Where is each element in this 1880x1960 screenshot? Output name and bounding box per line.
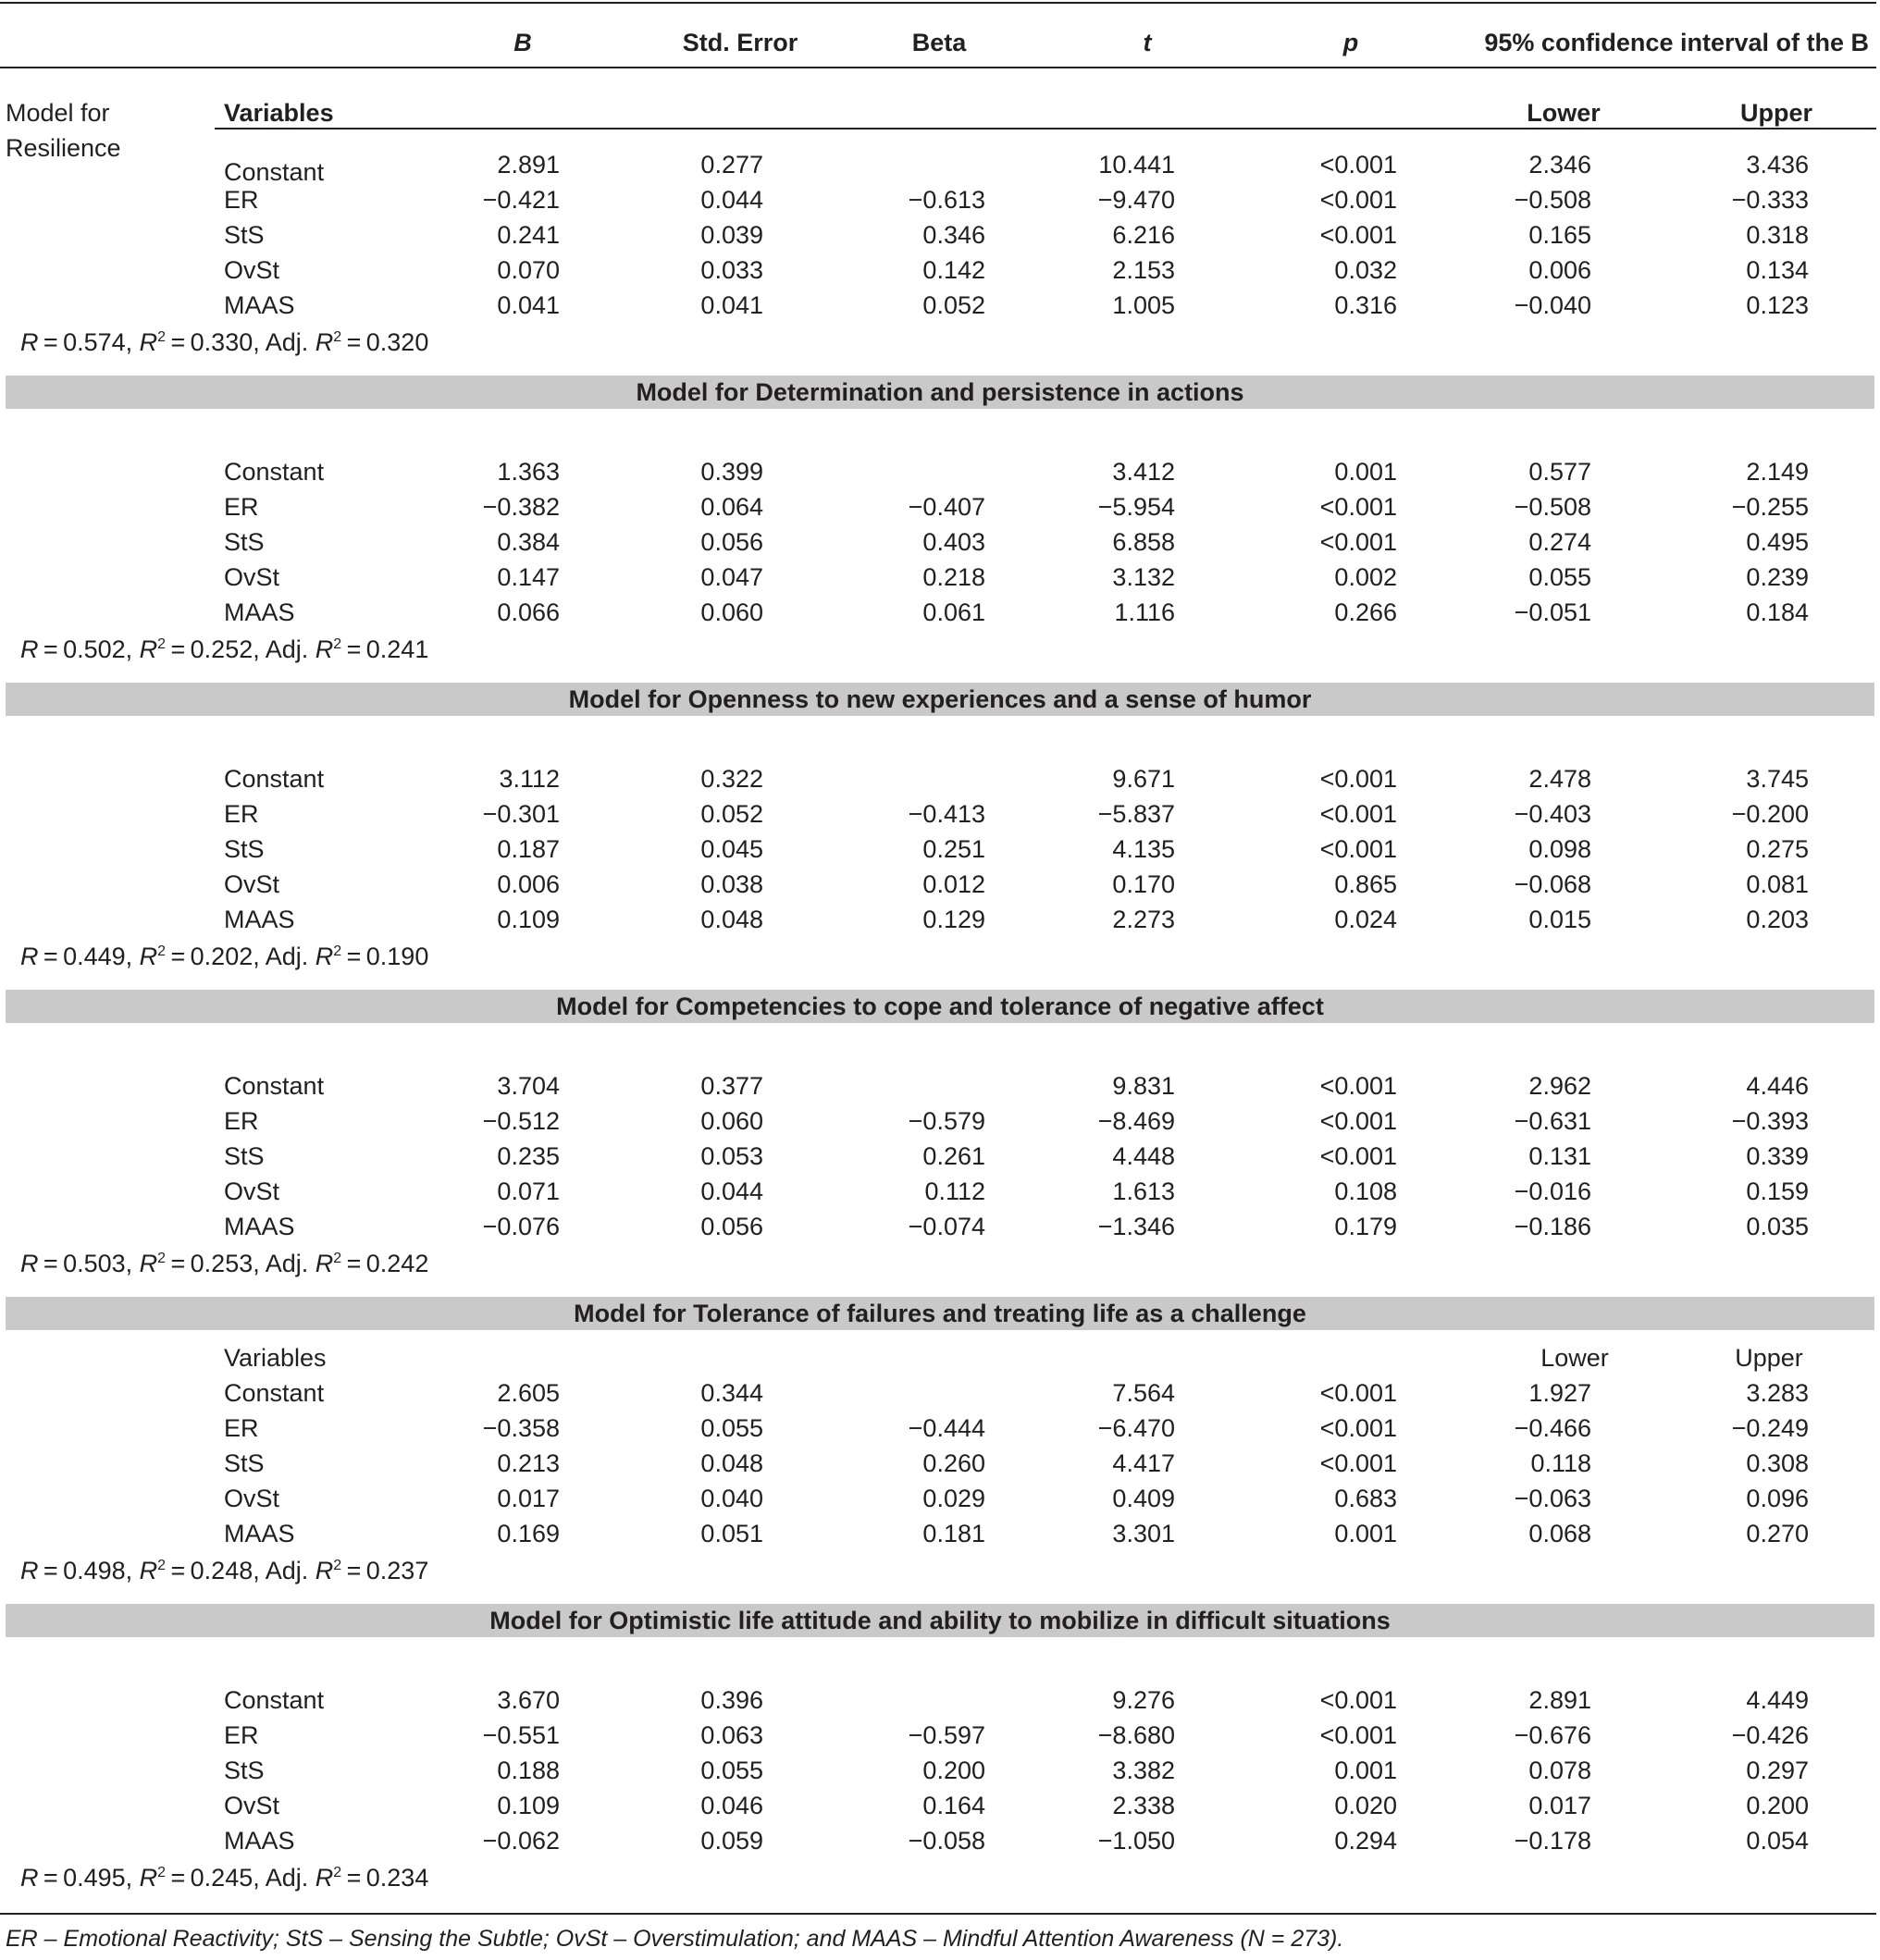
header-B: B (513, 29, 532, 56)
cell-lower: −0.178 (1514, 1827, 1591, 1855)
cell-b: 2.891 (497, 151, 560, 179)
model1-label-line2: Resilience (6, 134, 121, 162)
cell-t: −5.837 (1097, 800, 1175, 828)
cell-std-error: 0.377 (700, 1072, 763, 1100)
cell-t: 3.382 (1112, 1757, 1175, 1784)
cell-upper: 3.436 (1746, 151, 1809, 179)
cell-p: <0.001 (1319, 1449, 1397, 1477)
cell-b: 3.112 (499, 765, 560, 793)
model2-title: Model for Determination and persistence in actions (636, 378, 1244, 406)
cell-std-error: 0.399 (700, 458, 763, 486)
cell-std-error: 0.038 (700, 870, 763, 898)
cell-std-error: 0.055 (700, 1757, 763, 1784)
cell-variable: Constant (224, 458, 325, 486)
cell-upper: 0.239 (1746, 563, 1809, 591)
cell-lower: 1.927 (1528, 1379, 1591, 1407)
cell-std-error: 0.277 (700, 151, 763, 179)
cell-std-error: 0.052 (700, 800, 763, 828)
cell-beta: 0.218 (922, 563, 985, 591)
cell-t: −9.470 (1097, 186, 1175, 214)
cell-p: <0.001 (1319, 765, 1397, 793)
header-beta: Beta (911, 29, 967, 56)
cell-p: <0.001 (1319, 1379, 1397, 1407)
cell-variable: Constant (224, 1686, 325, 1714)
cell-t: 2.153 (1112, 256, 1175, 284)
cell-std-error: 0.344 (700, 1379, 763, 1407)
cell-variable: MAAS (224, 906, 295, 933)
stat-adj-r2: 0.234 (365, 1864, 429, 1892)
stat-r: 0.503 (63, 1250, 126, 1277)
cell-b: 0.235 (497, 1142, 560, 1170)
cell-b: −0.358 (482, 1414, 560, 1442)
cell-b: 0.213 (497, 1449, 560, 1477)
cell-beta: −0.613 (908, 186, 985, 214)
cell-std-error: 0.047 (700, 563, 763, 591)
cell-beta: 0.346 (922, 221, 985, 249)
cell-lower: 0.131 (1528, 1142, 1591, 1170)
cell-std-error: 0.039 (700, 221, 763, 249)
cell-beta: −0.407 (908, 493, 985, 521)
cell-std-error: 0.053 (700, 1142, 763, 1170)
cell-beta: 0.261 (922, 1142, 985, 1170)
cell-lower: 0.098 (1528, 835, 1591, 863)
cell-std-error: 0.056 (700, 528, 763, 556)
model-fit-stats: R = 0.503, $R^2 = 0.253$, Adj. $R^2 = 0.242$ (20, 1250, 429, 1277)
cell-upper: −0.200 (1731, 800, 1809, 828)
cell-lower: 0.577 (1528, 458, 1591, 486)
model1-variables-label: Variables (224, 99, 334, 127)
cell-t: −1.050 (1097, 1827, 1175, 1855)
cell-beta: 0.200 (922, 1757, 985, 1784)
cell-b: 0.188 (497, 1757, 560, 1784)
stat-r2: 0.248 (190, 1557, 254, 1584)
cell-t: 4.135 (1112, 835, 1175, 863)
cell-lower: −0.063 (1514, 1485, 1591, 1512)
cell-lower: 0.015 (1528, 906, 1591, 933)
cell-lower: 0.274 (1528, 528, 1591, 556)
cell-lower: 0.017 (1528, 1792, 1591, 1819)
cell-lower: −0.631 (1514, 1107, 1591, 1135)
model2-title-band (6, 376, 1874, 409)
cell-variable: OvSt (224, 1792, 280, 1819)
cell-variable: OvSt (224, 1485, 280, 1512)
cell-std-error: 0.055 (700, 1414, 763, 1442)
stat-r: 0.498 (63, 1557, 126, 1584)
cell-t: 3.412 (1112, 458, 1175, 486)
cell-variable: MAAS (224, 291, 295, 319)
cell-lower: −0.186 (1514, 1213, 1591, 1240)
cell-upper: 0.308 (1746, 1449, 1809, 1477)
cell-lower: 0.078 (1528, 1757, 1591, 1784)
cell-b: 0.066 (497, 598, 560, 626)
cell-upper: 4.446 (1746, 1072, 1809, 1100)
cell-b: 3.704 (497, 1072, 560, 1100)
stat-adj-r2: 0.241 (365, 635, 429, 663)
header-rule (0, 67, 1876, 68)
header-ci: 95% confidence interval of the B (1484, 29, 1869, 56)
cell-t: −8.469 (1097, 1107, 1175, 1135)
stat-r: 0.502 (63, 635, 126, 663)
cell-p: 0.020 (1334, 1792, 1397, 1819)
cell-beta: −0.444 (908, 1414, 985, 1442)
cell-b: −0.301 (482, 800, 560, 828)
cell-std-error: 0.033 (700, 256, 763, 284)
cell-upper: 0.297 (1746, 1757, 1809, 1784)
model1-lower-label: Lower (1527, 99, 1601, 127)
cell-lower: −0.403 (1514, 800, 1591, 828)
cell-lower: −0.068 (1514, 870, 1591, 898)
stat-adj-r2: 0.237 (365, 1557, 429, 1584)
cell-b: 0.017 (497, 1485, 560, 1512)
cell-variable: ER (224, 186, 259, 214)
cell-p: <0.001 (1319, 221, 1397, 249)
cell-variable: MAAS (224, 1520, 295, 1547)
cell-beta: 0.061 (922, 598, 985, 626)
cell-upper: 0.096 (1746, 1485, 1809, 1512)
cell-t: 0.409 (1112, 1485, 1175, 1512)
cell-upper: 0.081 (1746, 870, 1809, 898)
cell-b: 0.147 (497, 563, 560, 591)
cell-upper: 0.035 (1746, 1213, 1809, 1240)
cell-b: 0.041 (497, 291, 560, 319)
model-fit-stats: R = 0.449, $R^2 = 0.202$, Adj. $R^2 = 0.190$ (20, 943, 429, 970)
header-t: t (1143, 29, 1152, 56)
cell-lower: 0.118 (1530, 1449, 1591, 1477)
cell-t: 4.417 (1112, 1449, 1175, 1477)
bottom-rule (0, 1913, 1876, 1915)
cell-std-error: 0.048 (700, 1449, 763, 1477)
cell-beta: −0.597 (908, 1721, 985, 1749)
cell-p: <0.001 (1319, 1107, 1397, 1135)
stat-r2: 0.252 (190, 635, 254, 663)
cell-std-error: 0.041 (700, 291, 763, 319)
model4-title-band (6, 990, 1874, 1023)
stat-adj-r2: 0.190 (365, 943, 429, 970)
cell-t: −1.346 (1097, 1213, 1175, 1240)
cell-beta: 0.164 (922, 1792, 985, 1819)
cell-variable: Constant (224, 1379, 325, 1407)
cell-lower: 2.346 (1528, 151, 1591, 179)
cell-t: −5.954 (1097, 493, 1175, 521)
cell-b: 1.363 (497, 458, 560, 486)
cell-beta: −0.058 (908, 1827, 985, 1855)
cell-upper: 0.318 (1746, 221, 1809, 249)
cell-t: 1.005 (1112, 291, 1175, 319)
cell-variable: ER (224, 1414, 259, 1442)
cell-variable: StS (224, 1142, 265, 1170)
cell-t: 1.116 (1114, 598, 1175, 626)
cell-p: <0.001 (1319, 1686, 1397, 1714)
cell-upper: 2.149 (1746, 458, 1809, 486)
stat-r2: 0.245 (190, 1864, 254, 1892)
cell-upper: 0.339 (1746, 1142, 1809, 1170)
cell-variable: StS (224, 528, 265, 556)
cell-variable: OvSt (224, 256, 280, 284)
model6-title: Model for Optimistic life attitude and ability to mobilize in difficult situations (489, 1607, 1391, 1634)
cell-std-error: 0.322 (700, 765, 763, 793)
cell-lower: 0.068 (1528, 1520, 1591, 1547)
stat-r: 0.574 (63, 328, 126, 356)
cell-variable: StS (224, 221, 265, 249)
stat-r: 0.495 (63, 1864, 126, 1892)
header-std-error: Std. Error (682, 29, 798, 56)
cell-p: 0.683 (1334, 1485, 1397, 1512)
cell-t: 2.273 (1112, 906, 1175, 933)
cell-t: −6.470 (1097, 1414, 1175, 1442)
cell-upper: 3.745 (1746, 765, 1809, 793)
cell-p: 0.266 (1334, 598, 1397, 626)
cell-upper: 0.270 (1746, 1520, 1809, 1547)
cell-p: <0.001 (1319, 800, 1397, 828)
cell-t: 4.448 (1112, 1142, 1175, 1170)
cell-upper: 0.203 (1746, 906, 1809, 933)
cell-b: −0.512 (482, 1107, 560, 1135)
model5-title: Model for Tolerance of failures and treating life as a challenge (574, 1300, 1306, 1327)
cell-variable: StS (224, 1757, 265, 1784)
cell-beta: −0.579 (908, 1107, 985, 1135)
stat-r2: 0.202 (190, 943, 254, 970)
cell-t: 2.338 (1112, 1792, 1175, 1819)
cell-variable: OvSt (224, 870, 280, 898)
cell-upper: −0.333 (1731, 186, 1809, 214)
cell-variable: Constant (224, 158, 325, 186)
cell-variable: StS (224, 1449, 265, 1477)
cell-beta: 0.251 (922, 835, 985, 863)
cell-beta: 0.181 (922, 1520, 985, 1547)
cell-beta: 0.012 (922, 870, 985, 898)
cell-variable: ER (224, 493, 259, 521)
cell-upper: −0.255 (1731, 493, 1809, 521)
cell-lower: −0.676 (1514, 1721, 1591, 1749)
cell-b: −0.062 (482, 1827, 560, 1855)
model4-title: Model for Competencies to cope and tolerance of negative affect (556, 992, 1324, 1020)
cell-p: 0.294 (1334, 1827, 1397, 1855)
cell-std-error: 0.056 (700, 1213, 763, 1240)
cell-std-error: 0.063 (700, 1721, 763, 1749)
cell-beta: −0.413 (908, 800, 985, 828)
cell-upper: 3.283 (1746, 1379, 1809, 1407)
cell-b: 0.070 (497, 256, 560, 284)
cell-t: −8.680 (1097, 1721, 1175, 1749)
cell-upper: −0.393 (1731, 1107, 1809, 1135)
cell-p: 0.316 (1334, 291, 1397, 319)
cell-variable: Constant (224, 1072, 325, 1100)
cell-p: <0.001 (1319, 1142, 1397, 1170)
cell-variable: MAAS (224, 1213, 295, 1240)
cell-lower: −0.508 (1514, 493, 1591, 521)
stat-r: 0.449 (63, 943, 126, 970)
cell-upper: 0.134 (1746, 256, 1809, 284)
cell-b: −0.421 (482, 186, 560, 214)
cell-p: <0.001 (1319, 1072, 1397, 1100)
cell-p: <0.001 (1319, 528, 1397, 556)
cell-b: −0.382 (482, 493, 560, 521)
cell-t: 6.858 (1112, 528, 1175, 556)
cell-std-error: 0.040 (700, 1485, 763, 1512)
cell-lower: 2.962 (1528, 1072, 1591, 1100)
cell-upper: 0.054 (1746, 1827, 1809, 1855)
cell-upper: −0.426 (1731, 1721, 1809, 1749)
cell-variable: MAAS (224, 1827, 295, 1855)
cell-std-error: 0.064 (700, 493, 763, 521)
cell-p: <0.001 (1319, 835, 1397, 863)
cell-b: 0.384 (497, 528, 560, 556)
cell-variable: StS (224, 835, 265, 863)
cell-lower: 0.165 (1528, 221, 1591, 249)
cell-b: −0.076 (482, 1213, 560, 1240)
cell-variable: OvSt (224, 563, 280, 591)
cell-t: 3.132 (1112, 563, 1175, 591)
cell-lower: 2.891 (1528, 1686, 1591, 1714)
cell-t: 3.301 (1112, 1520, 1175, 1547)
cell-p: 0.001 (1334, 458, 1397, 486)
cell-std-error: 0.059 (700, 1827, 763, 1855)
cell-p: <0.001 (1319, 151, 1397, 179)
cell-b: 0.006 (497, 870, 560, 898)
cell-std-error: 0.044 (700, 186, 763, 214)
cell-upper: 0.495 (1746, 528, 1809, 556)
cell-b: 2.605 (497, 1379, 560, 1407)
cell-lower: 0.006 (1528, 256, 1591, 284)
stat-adj-r2: 0.320 (365, 328, 429, 356)
cell-upper: 0.275 (1746, 835, 1809, 863)
cell-t: 1.613 (1112, 1177, 1175, 1205)
stat-adj-r2: 0.242 (365, 1250, 429, 1277)
cell-lower: −0.466 (1514, 1414, 1591, 1442)
cell-std-error: 0.048 (700, 906, 763, 933)
model1-upper-label: Upper (1739, 99, 1812, 127)
cell-lower: 2.478 (1528, 765, 1591, 793)
model-fit-stats: R = 0.498, $R^2 = 0.248$, Adj. $R^2 = 0.237$ (20, 1557, 429, 1584)
model-fit-stats: R = 0.502, $R^2 = 0.252$, Adj. $R^2 = 0.241$ (20, 635, 429, 663)
model5-title-band (6, 1297, 1874, 1330)
cell-lower: −0.016 (1514, 1177, 1591, 1205)
cell-t: 6.216 (1112, 221, 1175, 249)
model-fit-stats: R = 0.495, $R^2 = 0.245$, Adj. $R^2 = 0.234$ (20, 1864, 429, 1892)
cell-b: 0.109 (497, 1792, 560, 1819)
cell-upper: 0.123 (1746, 291, 1809, 319)
cell-beta: −0.074 (908, 1213, 985, 1240)
cell-b: 0.169 (497, 1520, 560, 1547)
cell-upper: 4.449 (1746, 1686, 1809, 1714)
model-fit-stats: R = 0.574, $R^2 = 0.330$, Adj. $R^2 = 0.320$ (20, 328, 429, 356)
cell-upper: 0.184 (1746, 598, 1809, 626)
model3-title-band (6, 683, 1874, 716)
cell-beta: 0.403 (922, 528, 985, 556)
cell-beta: 0.129 (922, 906, 985, 933)
cell-variable: ER (224, 800, 259, 828)
model5-upper-label: Upper (1735, 1344, 1803, 1372)
cell-std-error: 0.060 (700, 1107, 763, 1135)
footnote: ER – Emotional Reactivity; StS – Sensing the Subtle; OvSt – Overstimulation; and MAAS – Mindful Attention Awareness (N = 273). (6, 1926, 1344, 1952)
cell-variable: OvSt (224, 1177, 280, 1205)
cell-beta: 0.052 (922, 291, 985, 319)
cell-std-error: 0.045 (700, 835, 763, 863)
cell-b: −0.551 (482, 1721, 560, 1749)
cell-lower: 0.055 (1528, 563, 1591, 591)
cell-std-error: 0.046 (700, 1792, 763, 1819)
cell-lower: −0.508 (1514, 186, 1591, 214)
cell-p: 0.108 (1334, 1177, 1397, 1205)
cell-beta: 0.142 (922, 256, 985, 284)
cell-p: 0.179 (1334, 1213, 1397, 1240)
cell-t: 10.441 (1098, 151, 1175, 179)
cell-p: 0.865 (1334, 870, 1397, 898)
cell-t: 9.276 (1112, 1686, 1175, 1714)
cell-b: 3.670 (497, 1686, 560, 1714)
stat-r2: 0.330 (190, 328, 254, 356)
cell-b: 0.109 (497, 906, 560, 933)
cell-t: 9.671 (1112, 765, 1175, 793)
cell-b: 0.071 (497, 1177, 560, 1205)
model5-variables-label: Variables (224, 1344, 327, 1372)
cell-p: 0.001 (1334, 1520, 1397, 1547)
model5-lower-label: Lower (1540, 1344, 1609, 1372)
cell-t: 9.831 (1112, 1072, 1175, 1100)
cell-std-error: 0.396 (700, 1686, 763, 1714)
model1-label-line1: Model for (6, 99, 110, 127)
cell-b: 0.241 (497, 221, 560, 249)
cell-std-error: 0.051 (700, 1520, 763, 1547)
cell-variable: ER (224, 1721, 259, 1749)
cell-p: <0.001 (1319, 186, 1397, 214)
cell-t: 0.170 (1112, 870, 1175, 898)
cell-lower: −0.051 (1514, 598, 1591, 626)
model1-variables-rule (215, 128, 1876, 129)
cell-beta: 0.112 (924, 1177, 985, 1205)
cell-variable: Constant (224, 765, 325, 793)
cell-b: 0.187 (497, 835, 560, 863)
cell-upper: −0.249 (1731, 1414, 1809, 1442)
cell-variable: MAAS (224, 598, 295, 626)
cell-p: <0.001 (1319, 1414, 1397, 1442)
top-rule (0, 2, 1876, 4)
cell-p: 0.024 (1334, 906, 1397, 933)
cell-beta: 0.029 (922, 1485, 985, 1512)
cell-t: 7.564 (1112, 1379, 1175, 1407)
model6-title-band (6, 1604, 1874, 1637)
cell-std-error: 0.044 (700, 1177, 763, 1205)
cell-std-error: 0.060 (700, 598, 763, 626)
cell-p: 0.001 (1334, 1757, 1397, 1784)
header-p: p (1342, 29, 1359, 56)
model3-title: Model for Openness to new experiences and a sense of humor (568, 685, 1312, 713)
cell-upper: 0.159 (1746, 1177, 1809, 1205)
cell-p: <0.001 (1319, 1721, 1397, 1749)
cell-p: <0.001 (1319, 493, 1397, 521)
cell-p: 0.032 (1334, 256, 1397, 284)
stat-r2: 0.253 (190, 1250, 254, 1277)
cell-p: 0.002 (1334, 563, 1397, 591)
cell-upper: 0.200 (1746, 1792, 1809, 1819)
cell-beta: 0.260 (922, 1449, 985, 1477)
cell-lower: −0.040 (1514, 291, 1591, 319)
cell-variable: ER (224, 1107, 259, 1135)
